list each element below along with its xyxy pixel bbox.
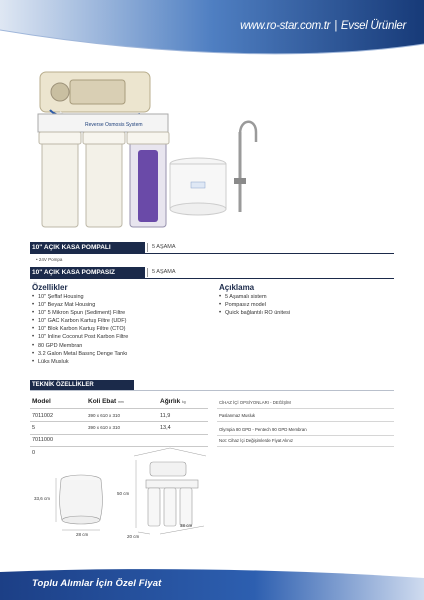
- system-label: Reverse Osmosis System: [85, 122, 143, 128]
- section-tag-no-pump: 5 AŞAMA: [147, 268, 176, 277]
- unit-dimension-drawing: [130, 446, 210, 536]
- option-row: [217, 435, 394, 447]
- feature-item: • 10" Inline Coconut Post Karbon Filtre: [32, 333, 128, 341]
- unit-depth-label: 20 cm: [127, 534, 140, 539]
- feature-item: • 10" Blok Karbon Kartuş Filtre (CTO): [32, 325, 128, 333]
- description-item: • 5 Aşamalı sistem: [219, 293, 290, 301]
- product-image: [30, 62, 260, 240]
- feature-item: • Lüks Musluk: [32, 358, 128, 366]
- table-cell-model: 0: [32, 450, 36, 456]
- col-box-unit: mm: [117, 400, 124, 404]
- table-divider: [30, 434, 208, 435]
- table-divider: [30, 421, 208, 422]
- pump-note: • 24V Pompa: [36, 257, 63, 262]
- category-title: Evsel Ürünler: [340, 20, 406, 32]
- col-weight-unit: kg: [182, 400, 186, 404]
- option-text: Not: Cihaz İçi Değişimlerde Fiyat Alınız: [219, 438, 294, 443]
- table-cell-box: 390 x 610 x 310: [88, 413, 121, 418]
- feature-item: • 10" Şeffaf Housing: [32, 293, 128, 301]
- footer-promo: Toplu Alımlar İçin Özel Fiyat: [32, 578, 162, 589]
- unit-height-label: 50 cm: [117, 491, 130, 496]
- feature-item: • 10" Beyaz Mat Housing: [32, 301, 128, 309]
- description-item: • Pompasız model: [219, 301, 290, 309]
- description-item: • Quick bağlantılı RO ünitesi: [219, 309, 290, 317]
- section-title-no-pump: 10" AÇIK KASA POMPASIZ: [30, 267, 145, 278]
- section-tag-pump: 5 AŞAMA: [147, 243, 176, 252]
- col-box-header: [88, 398, 124, 405]
- table-cell-model: 5: [32, 425, 36, 431]
- section-divider: [30, 253, 394, 254]
- options-heading: [217, 397, 394, 409]
- table-divider: [30, 408, 208, 409]
- technical-divider: [30, 390, 394, 391]
- table-cell-weight: 11,9: [160, 413, 171, 419]
- table-cell-box: 390 x 610 x 310: [88, 425, 121, 430]
- col-weight-label: Ağırlık: [160, 398, 181, 405]
- tank-height-label: 33,6 cm: [34, 496, 51, 501]
- description-heading: Açıklama: [219, 283, 255, 292]
- table-cell-model: 7011000: [32, 437, 54, 443]
- col-box-label: Koli Ebat: [88, 398, 117, 405]
- footer-banner: [0, 566, 424, 600]
- features-heading: Özellikler: [32, 283, 68, 292]
- unit-width-label: 38 cm: [180, 523, 193, 528]
- header-links: www.ro-star.com.tr | Evsel Ürünler: [240, 20, 406, 32]
- header-banner: [0, 0, 424, 58]
- feature-item: • 3.2 Galon Metal Basınç Denge Tankı: [32, 350, 128, 358]
- table-cell-model: 7011002: [32, 413, 54, 419]
- description-list: [219, 293, 290, 317]
- feature-item: • 10" GAC Karbon Kartuş Filtre (UDF): [32, 317, 128, 325]
- option-row: [217, 410, 394, 422]
- col-weight-header: [160, 398, 186, 405]
- option-text: Paslanmaz Musluk: [219, 413, 256, 418]
- tank-width-label: 28 cm: [76, 532, 89, 537]
- feature-item: • 10" 5 Mikron Spun (Sediment) Filtre: [32, 309, 128, 317]
- option-text: Olympia 80 GPD - Pentech 90 GPD Membran: [219, 427, 307, 432]
- site-url[interactable]: www.ro-star.com.tr: [240, 20, 331, 32]
- section-divider: [30, 278, 394, 279]
- feature-item: • 80 GPD Membran: [32, 342, 128, 350]
- pump-note-text: 24V Pompa: [38, 257, 63, 262]
- section-title-pump: 10" AÇIK KASA POMPALI: [30, 242, 145, 253]
- options-heading-text: CİHAZ İÇİ OPSİYONLARI - DEĞİŞİM: [219, 400, 291, 405]
- section-bar-no-pump: [30, 267, 180, 278]
- tank-dimension-drawing: [46, 468, 116, 538]
- technical-heading: TEKNİK ÖZELLİKLER: [30, 380, 134, 390]
- table-cell-weight: 13,4: [160, 425, 171, 431]
- features-list: [32, 293, 128, 366]
- section-bar-pump: [30, 242, 180, 253]
- col-model-header: Model: [32, 398, 51, 405]
